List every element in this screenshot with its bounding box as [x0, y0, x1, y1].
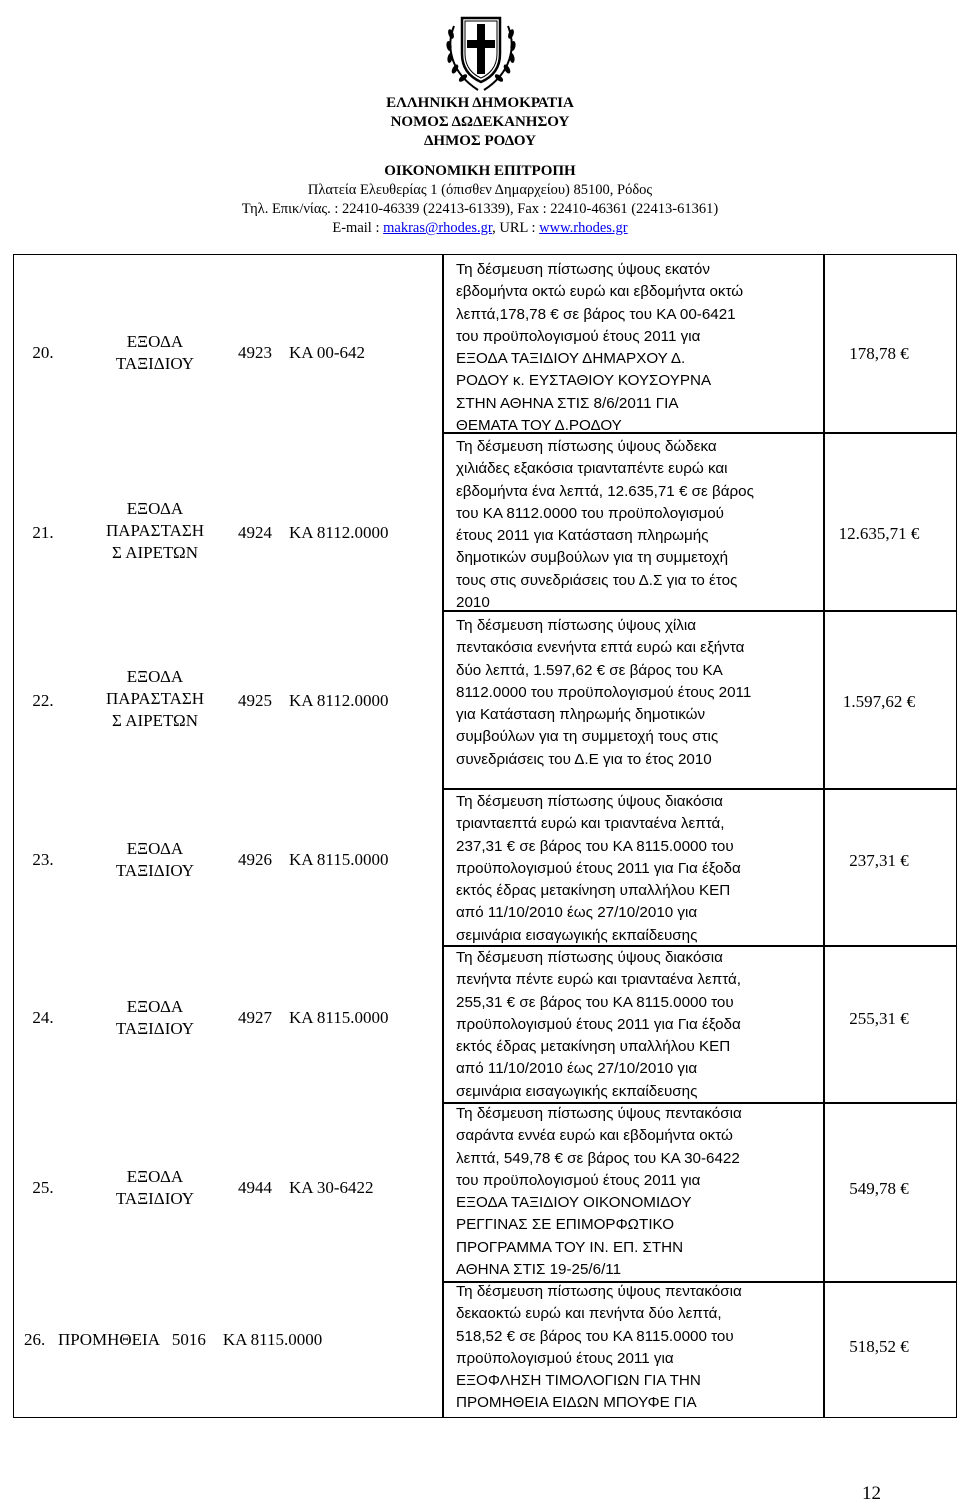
row-description: [456, 947, 818, 1103]
description-line: Τη δέσμευση πίστωσης ύψους πεντακόσια: [456, 1283, 742, 1300]
description-line: Τη δέσμευση πίστωσης ύψους διακόσια: [456, 793, 723, 810]
row-description: [456, 436, 818, 614]
row-account: ΚΑ 00-642: [289, 343, 366, 362]
row-number: 20.: [32, 343, 54, 362]
header-municipality: ΔΗΜΟΣ ΡΟΔΟΥ: [424, 133, 536, 149]
description-line: ΕΞΟΔΑ ΤΑΞΙΔΙΟΥ ΟΙΚΟΝΟΜΙΔΟΥ: [456, 1194, 692, 1212]
category-line: ΕΞΟΔΑ: [126, 1167, 184, 1186]
category-line: ΕΞΟΔΑ: [126, 839, 184, 858]
description-line: ΡΕΓΓΙΝΑΣ ΣΕ ΕΠΙΜΟΡΦΩΤΙΚΟ: [456, 1216, 675, 1234]
category-line: ΕΞΟΔΑ: [126, 667, 184, 686]
row-amount: 237,31 €: [849, 851, 909, 870]
row-number: 21.: [32, 523, 54, 542]
description-line: προϋπολογισμού έτους 2011 για: [456, 1349, 674, 1367]
description-line: ΑΘΗΝΑ ΣΤΙΣ 19-25/6/11: [456, 1261, 622, 1279]
url-label: , URL :: [492, 220, 540, 236]
category-line: ΕΞΟΔΑ: [126, 499, 184, 518]
row-id: 5016: [171, 1330, 206, 1349]
description-line: Τη δέσμευση πίστωσης ύψους δώδεκα: [456, 438, 717, 455]
description-line: του προϋπολογισμού έτους 2011 για: [456, 327, 701, 345]
row-26-summary: [24, 1329, 322, 1351]
description-line: ΠΡΟΜΗΘΕΙΑ ΕΙΔΩΝ ΜΠΟΥΦΕ ΓΙΑ: [456, 1394, 697, 1412]
header-prefecture: ΝΟΜΟΣ ΔΩΔΕΚΑΝΗΣΟΥ: [390, 114, 570, 130]
category-line: ΤΑΞΙΔΙΟΥ: [115, 1189, 195, 1208]
description-line: του ΚΑ 8112.0000 του προϋπολογισμού: [456, 504, 724, 522]
row-id: 4927: [238, 1008, 272, 1027]
row-number: 24.: [32, 1008, 54, 1027]
row-description: [456, 1281, 818, 1415]
row-divider: [442, 788, 956, 790]
url-link[interactable]: www.rhodes.gr: [539, 220, 628, 236]
description-line: ΣΤΗΝ ΑΘΗΝΑ ΣΤΙΣ 8/6/2011 ΓΙΑ: [456, 394, 679, 412]
row-code: [238, 1007, 438, 1029]
description-line: εκτός έδρας μετακίνηση υπαλλήλου ΚΕΠ: [456, 1038, 731, 1056]
coat-of-arms-icon: [442, 6, 520, 94]
row-category: [76, 996, 234, 1040]
description-line: δύο λεπτά, 1.597,62 € σε βάρος του ΚΑ: [456, 661, 723, 679]
description-line: ΕΞΟΔΑ ΤΑΞΙΔΙΟΥ ΔΗΜΑΡΧΟΥ Δ.: [456, 350, 686, 368]
row-id: 4944: [238, 1178, 272, 1197]
description-line: πενήντα πέντε ευρώ και τριανταένα λεπτά,: [456, 971, 742, 989]
description-line: Τη δέσμευση πίστωσης ύψους χίλια: [456, 617, 697, 634]
category-line: Σ ΑΙΡΕΤΩΝ: [112, 711, 198, 730]
row-description: [456, 259, 818, 437]
description-line: λεπτά, 549,78 € σε βάρος του ΚΑ 30-6422: [456, 1149, 740, 1167]
description-line: λεπτά,178,78 € σε βάρος του ΚΑ 00-6421: [456, 305, 736, 323]
description-line: για Κατάσταση πληρωμής δημοτικών: [456, 706, 706, 724]
description-line: συνεδριάσεις του Δ.Ε για το έτος 2010: [456, 750, 712, 768]
row-code: [238, 1177, 438, 1199]
column-divider: [442, 255, 444, 1417]
row-account: ΚΑ 8115.0000: [289, 1008, 389, 1027]
description-line: ΘΕΜΑΤΑ ΤΟΥ Δ.ΡΟΔΟΥ: [456, 417, 622, 435]
row-id: 4923: [238, 343, 272, 362]
header-address: Πλατεία Ελευθερίας 1 (όπισθεν Δημαρχείου) 85100, Ρόδος: [307, 182, 653, 198]
row-account: ΚΑ 8112.0000: [289, 523, 389, 542]
row-id: 4926: [238, 850, 272, 869]
row-description: [456, 791, 818, 947]
description-line: εβδομήντα ένα λεπτά, 12.635,71 € σε βάρος: [456, 482, 754, 500]
row-account: ΚΑ 8112.0000: [289, 691, 389, 710]
category-line: ΕΞΟΔΑ: [126, 332, 184, 351]
row-code: [238, 690, 438, 712]
row-description: [456, 615, 818, 771]
row-amount: 549,78 €: [849, 1179, 909, 1198]
header-committee: ΟΙΚΟΝΟΜΙΚΗ ΕΠΙΤΡΟΠΗ: [384, 163, 576, 179]
commitments-table: [13, 254, 957, 1418]
column-divider: [823, 255, 825, 1417]
row-category: [76, 498, 234, 564]
row-account: ΚΑ 30-6422: [289, 1178, 374, 1197]
category-line: ΤΑΞΙΔΙΟΥ: [115, 354, 195, 373]
description-line: ΠΡΟΓΡΑΜΜΑ ΤΟΥ ΙΝ. ΕΠ. ΣΤΗΝ: [456, 1238, 684, 1256]
description-line: τριανταεπτά ευρώ και τριανταένα λεπτά,: [456, 815, 725, 833]
row-amount: 255,31 €: [849, 1009, 909, 1028]
row-category: ΠΡΟΜΗΘΕΙΑ: [58, 1330, 160, 1349]
description-line: Τη δέσμευση πίστωσης ύψους εκατόν: [456, 261, 710, 278]
category-line: ΕΞΟΔΑ: [126, 997, 184, 1016]
description-line: συμβούλων για τη συμμετοχή τους στις: [456, 728, 719, 746]
description-line: 2010: [456, 594, 490, 612]
email-link[interactable]: makras@rhodes.gr: [383, 220, 493, 236]
description-line: πεντακόσια ενενήντα επτά ευρώ και εξήντα: [456, 639, 745, 657]
description-line: 237,31 € σε βάρος του ΚΑ 8115.0000 του: [456, 837, 734, 855]
row-id: 4924: [238, 523, 272, 542]
row-number: 23.: [32, 850, 54, 869]
row-number: 25.: [32, 1178, 54, 1197]
row-account: ΚΑ 8115.0000: [289, 850, 389, 869]
row-code: [238, 522, 438, 544]
row-code: [238, 342, 438, 364]
page-number: 12: [862, 1483, 881, 1504]
row-account: ΚΑ 8115.0000: [222, 1330, 323, 1349]
description-line: τους στις συνεδριάσεις του Δ.Σ για το έτος: [456, 571, 738, 589]
category-line: ΠΑΡΑΣΤΑΣΗ: [105, 521, 205, 540]
description-line: Τη δέσμευση πίστωσης ύψους διακόσια: [456, 949, 723, 966]
email-label: E-mail :: [332, 220, 384, 236]
row-code: [238, 849, 438, 871]
description-line: εβδομήντα οκτώ ευρώ και εβδομήντα οκτώ: [456, 283, 744, 301]
row-amount: 1.597,62 €: [842, 692, 916, 711]
row-category: [76, 838, 234, 882]
description-line: 518,52 € σε βάρος του ΚΑ 8115.0000 του: [456, 1327, 734, 1345]
description-line: ΕΞΟΦΛΗΣΗ ΤΙΜΟΛΟΓΙΩΝ ΓΙΑ ΤΗΝ: [456, 1372, 701, 1390]
description-line: 8112.0000 του προϋπολογισμού έτους 2011: [456, 683, 752, 701]
description-line: εκτός έδρας μετακίνηση υπαλλήλου ΚΕΠ: [456, 882, 731, 900]
description-line: σεμινάρια εισαγωγικής εκπαίδευσης: [456, 1082, 698, 1100]
category-line: ΠΑΡΑΣΤΑΣΗ: [105, 689, 205, 708]
description-line: 255,31 € σε βάρος του ΚΑ 8115.0000 του: [456, 993, 734, 1011]
description-line: σαράντα εννέα ευρώ και εβδομήντα οκτώ: [456, 1127, 733, 1145]
row-amount: 178,78 €: [849, 344, 909, 363]
row-amount: 12.635,71 €: [838, 524, 920, 543]
description-line: προϋπολογισμού έτους 2011 για Για έξοδα: [456, 859, 741, 877]
description-line: δημοτικών συμβούλων για τη συμμετοχή: [456, 549, 729, 567]
header-contact: [0, 219, 960, 238]
description-line: του προϋπολογισμού έτους 2011 για: [456, 1171, 701, 1189]
description-line: δεκαοκτώ ευρώ και πενήντα δύο λεπτά,: [456, 1305, 722, 1323]
row-number: 26.: [24, 1330, 46, 1349]
category-line: ΤΑΞΙΔΙΟΥ: [115, 1019, 195, 1038]
description-line: από 11/10/2010 έως 27/10/2010 για: [456, 904, 698, 922]
category-line: Σ ΑΙΡΕΤΩΝ: [112, 543, 198, 562]
row-category: [76, 666, 234, 732]
description-line: έτους 2011 για Κατάσταση πληρωμής: [456, 527, 709, 545]
row-id: 4925: [238, 691, 272, 710]
description-line: προϋπολογισμού έτους 2011 για Για έξοδα: [456, 1015, 741, 1033]
header-country: ΕΛΛΗΝΙΚΗ ΔΗΜΟΚΡΑΤΙΑ: [386, 95, 574, 111]
header-phone: Τηλ. Επικ/νίας. : 22410-46339 (22413-61339), Fax : 22410-46361 (22413-61361): [241, 201, 719, 217]
description-line: σεμινάρια εισαγωγικής εκπαίδευσης: [456, 926, 698, 944]
description-line: από 11/10/2010 έως 27/10/2010 για: [456, 1060, 698, 1078]
row-description: [456, 1103, 818, 1281]
description-line: Τη δέσμευση πίστωσης ύψους πεντακόσια: [456, 1105, 742, 1122]
row-number: 22.: [32, 691, 54, 710]
row-category: [76, 1166, 234, 1210]
row-category: [76, 331, 234, 375]
description-line: ΡΟΔΟΥ κ. ΕΥΣΤΑΘΙΟΥ ΚΟΥΣΟΥΡΝΑ: [456, 372, 712, 390]
category-line: ΤΑΞΙΔΙΟΥ: [115, 861, 195, 880]
row-amount: 518,52 €: [849, 1337, 909, 1356]
description-line: χιλιάδες εξακόσια τριανταπέντε ευρώ και: [456, 460, 728, 478]
